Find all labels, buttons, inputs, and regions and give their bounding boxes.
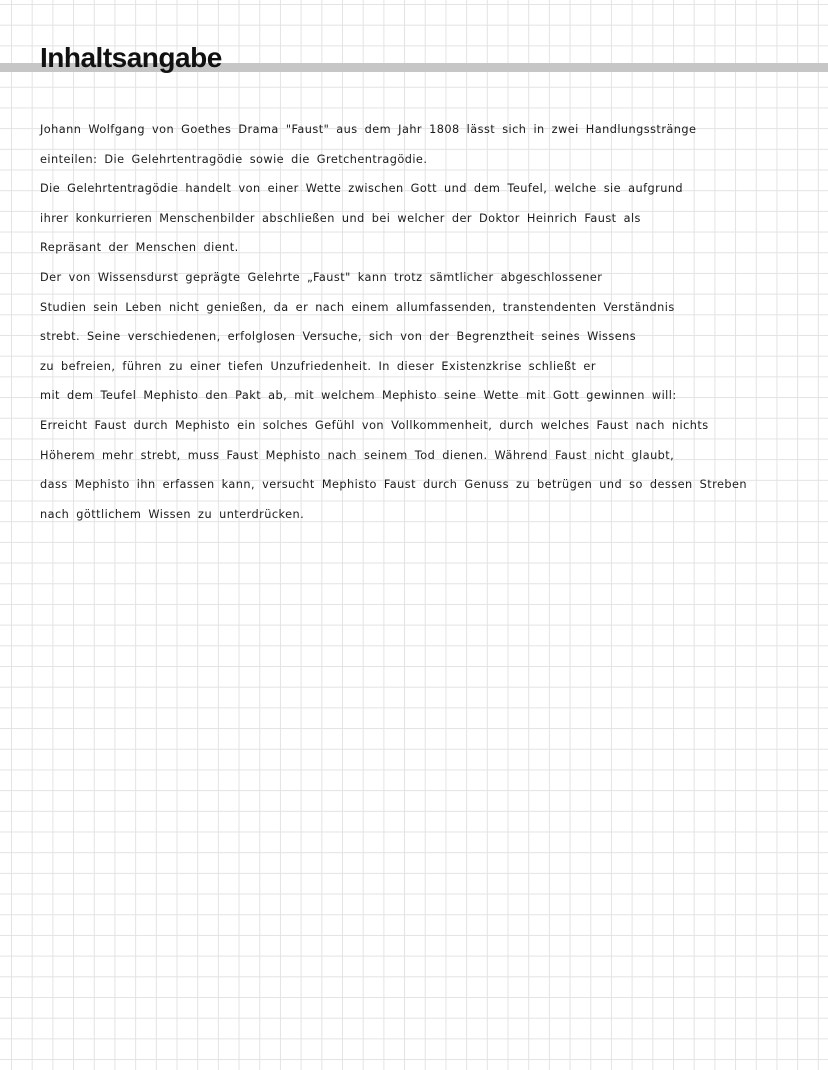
text-line: zu befreien, führen zu einer tiefen Unzufriedenheit. In dieser Existenzkrise schließt er [40,359,596,373]
text-line: Studien sein Leben nicht genießen, da er nach einem allumfassenden, transtendenten Verständnis [40,300,675,314]
text-line: Der von Wissensdurst geprägte Gelehrte „Faust" kann trotz sämtlicher abgeschlossener [40,270,603,284]
text-line: Erreicht Faust durch Mephisto ein solches Gefühl von Vollkommenheit, durch welches Faust nach nichts [40,418,709,432]
text-line: Die Gelehrtentragödie handelt von einer Wette zwischen Gott und dem Teufel, welche sie aufgrund [40,182,684,196]
page-title: Inhaltsangabe [40,42,222,73]
text-line: mit dem Teufel Mephisto den Pakt ab, mit welchem Mephisto seine Wette mit Gott gewinnen will: [40,389,677,403]
text-line: Johann Wolfgang von Goethes Drama "Faust" aus dem Jahr 1808 lässt sich in zwei Handlungsstränge [40,123,697,136]
text-line: Repräsant der Menschen dient. [40,241,239,255]
text-line: nach göttlichem Wissen zu unterdrücken. [40,507,305,521]
text-line: einteilen: Die Gelehrtentragödie sowie die Gretchentragödie. [40,152,428,166]
text-line: dass Mephisto ihn erfassen kann, versucht Mephisto Faust durch Genuss zu betrügen und so dessen Streben [40,478,747,492]
text-line: Höherem mehr strebt, muss Faust Mephisto nach seinem Tod dienen. Während Faust nicht glaubt, [40,448,675,462]
summary-paragraph [40,115,818,529]
text-line: strebt. Seine verschiedenen, erfolglosen Versuche, sich von der Begrenztheit seines Wissens [40,330,637,344]
text-line: ihrer konkurrieren Menschenbilder abschließen und bei welcher der Doktor Heinrich Faust als [40,211,641,225]
